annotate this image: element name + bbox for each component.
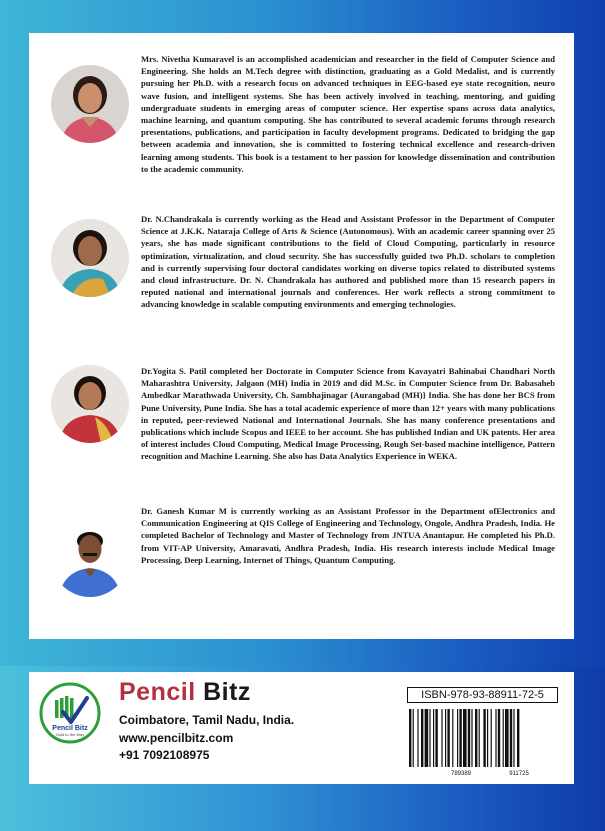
barcode-bar [479,709,480,767]
logo-tagline: Guid to the Way [55,732,85,737]
barcode-bar [409,709,411,767]
barcode-bar [447,709,449,767]
barcode-bar [413,709,414,767]
barcode-bar [435,709,437,767]
publisher-box [29,672,574,784]
pencil-bitz-logo [39,682,101,744]
author-bio-text: Dr. N.Chandrakala is currently working as the Head and Assistant Professor in the Department of Computer Science at J.K.K. Nataraja College of Arts & Science (Autonomous). With an academic career spanning over 25 years, she has made significant contributions to the field of Cloud Computing, particularly in resource optimization, virtualization, and cloud security. She has successfully guided two Ph.D. scholars to completion and is currently supervising four doctoral candidates working on diverse topics related to distributed systems and cloud infrastructure. Dr. N. Chandrakala has authored and published more than 15 research papers in reputed national and international journals and conferences. Her work reflects a strong commitment to advancing knowledge in scalable computing environments and emerging technologies. [141,214,555,310]
author-photo-man [51,519,129,597]
barcode-bar [495,709,496,767]
isbn-label: ISBN-978-93-88911-72-5 [407,687,558,703]
barcode-bar [513,709,514,767]
barcode-bar [459,709,461,767]
author-bio-text: Dr.Yogita S. Patil completed her Doctorate in Computer Science from Kavayatri Bahinabai Chaudhari North Maharashtra University, Jalgaon (MH) India in 2019 and did M.Sc. in Computer Science from Dr. Babasaheb Ambedkar Marathwada University, Ch. Sambhajinagar {Aurangabad (MH)} India. She has done her BCS from Pune University, Pune India. She has a total academic experience of more than 12+ years with many publications in reputed, peer-reviewed National and International Journals. She has many conference presentations and publications which include Scopus and IEEE to her account. She has published Indian and UK patents. Her area of interest includes Cloud Computing, Medical Image Processing, Rough Set-based machine intelligence, Pattern recognition and Machine Learning. She also has Data Analytics Experience in WEKA. [141,366,555,462]
barcode-bar [491,709,492,767]
publisher-phone: +91 7092108975 [119,748,210,762]
author-photo-woman [51,65,129,143]
barcode-bar [441,709,442,767]
author-bio-text: Mrs. Nivetha Kumaravel is an accomplished academician and researcher in the field of Computer Science and Engineering. She holds an M.Tech degree with distinction, graduating as a Gold Medalist, and is currently pursuing her Ph.D. with a research focus on advanced techniques in EEG-based eye state recognition, neuro wave fusion, and intelligent systems. She has been actively involved in teaching, mentoring, and guiding undergraduate students in emerging areas of computer science. Her expertise spans across data analytics, machine learning, and quantum computing. She has contributed to several academic forums through research presentations, publications, and participation in faculty development programs. Dedicated to bridging the gap between academia and innovation, she is committed to fostering technical excellence and research-driven learning among students. This book is a testament to her passion for knowledge dissemination and contribution to the academic community. [141,54,555,174]
barcode-bar [457,709,458,767]
barcode-bar [425,709,429,767]
barcode-bar [463,709,467,767]
back-cover-panel [29,33,574,639]
barcode-digits-right: 911725 [509,771,529,777]
isbn-block [407,687,558,777]
publisher-website[interactable]: www.pencilbitz.com [119,731,234,745]
publisher-name-rest: Bitz [195,678,251,706]
barcode-bar [475,709,477,767]
barcode-bar [517,709,519,767]
barcode-bar [503,709,504,767]
author-photo-woman [51,365,129,443]
barcode [407,709,558,777]
publisher-location: Coimbatore, Tamil Nadu, India. [119,713,295,727]
publisher-name [119,678,251,707]
barcode-bar [429,709,430,767]
barcode-digits-left: 789389 [450,771,472,777]
publisher-name-first: Pencil [119,678,196,706]
author-photo-woman [51,219,129,297]
barcode-bar [468,709,470,767]
barcode-bar [483,709,485,767]
barcode-bar [498,709,500,767]
logo-text: Pencil Bitz [52,725,88,732]
barcode-bar [452,709,453,767]
barcode-bar [487,709,488,767]
barcode-bar [510,709,512,767]
barcode-bars [409,709,519,767]
author-bio-text: Dr. Ganesh Kumar M is currently working as an Assistant Professor in the Department ofElectronics and Communication Engineering at QIS College of Engineering and Technology, Ongole, Andhra Pradesh, India. He completed Bachelor of Technology and Master of Technology from JNTUA Anantapur. He completed his Ph.D. from VIT-AP University, Amaravati, Andhra Pradesh, India. His research interests include Medical Image Processing, Deep Learning, Internet of Things, Quantum Computing. [141,506,555,565]
barcode-bar [471,709,472,767]
barcode-bar [433,709,434,767]
barcode-bar [421,709,423,767]
barcode-bar [445,709,446,767]
barcode-bar [417,709,418,767]
barcode-bar [505,709,509,767]
